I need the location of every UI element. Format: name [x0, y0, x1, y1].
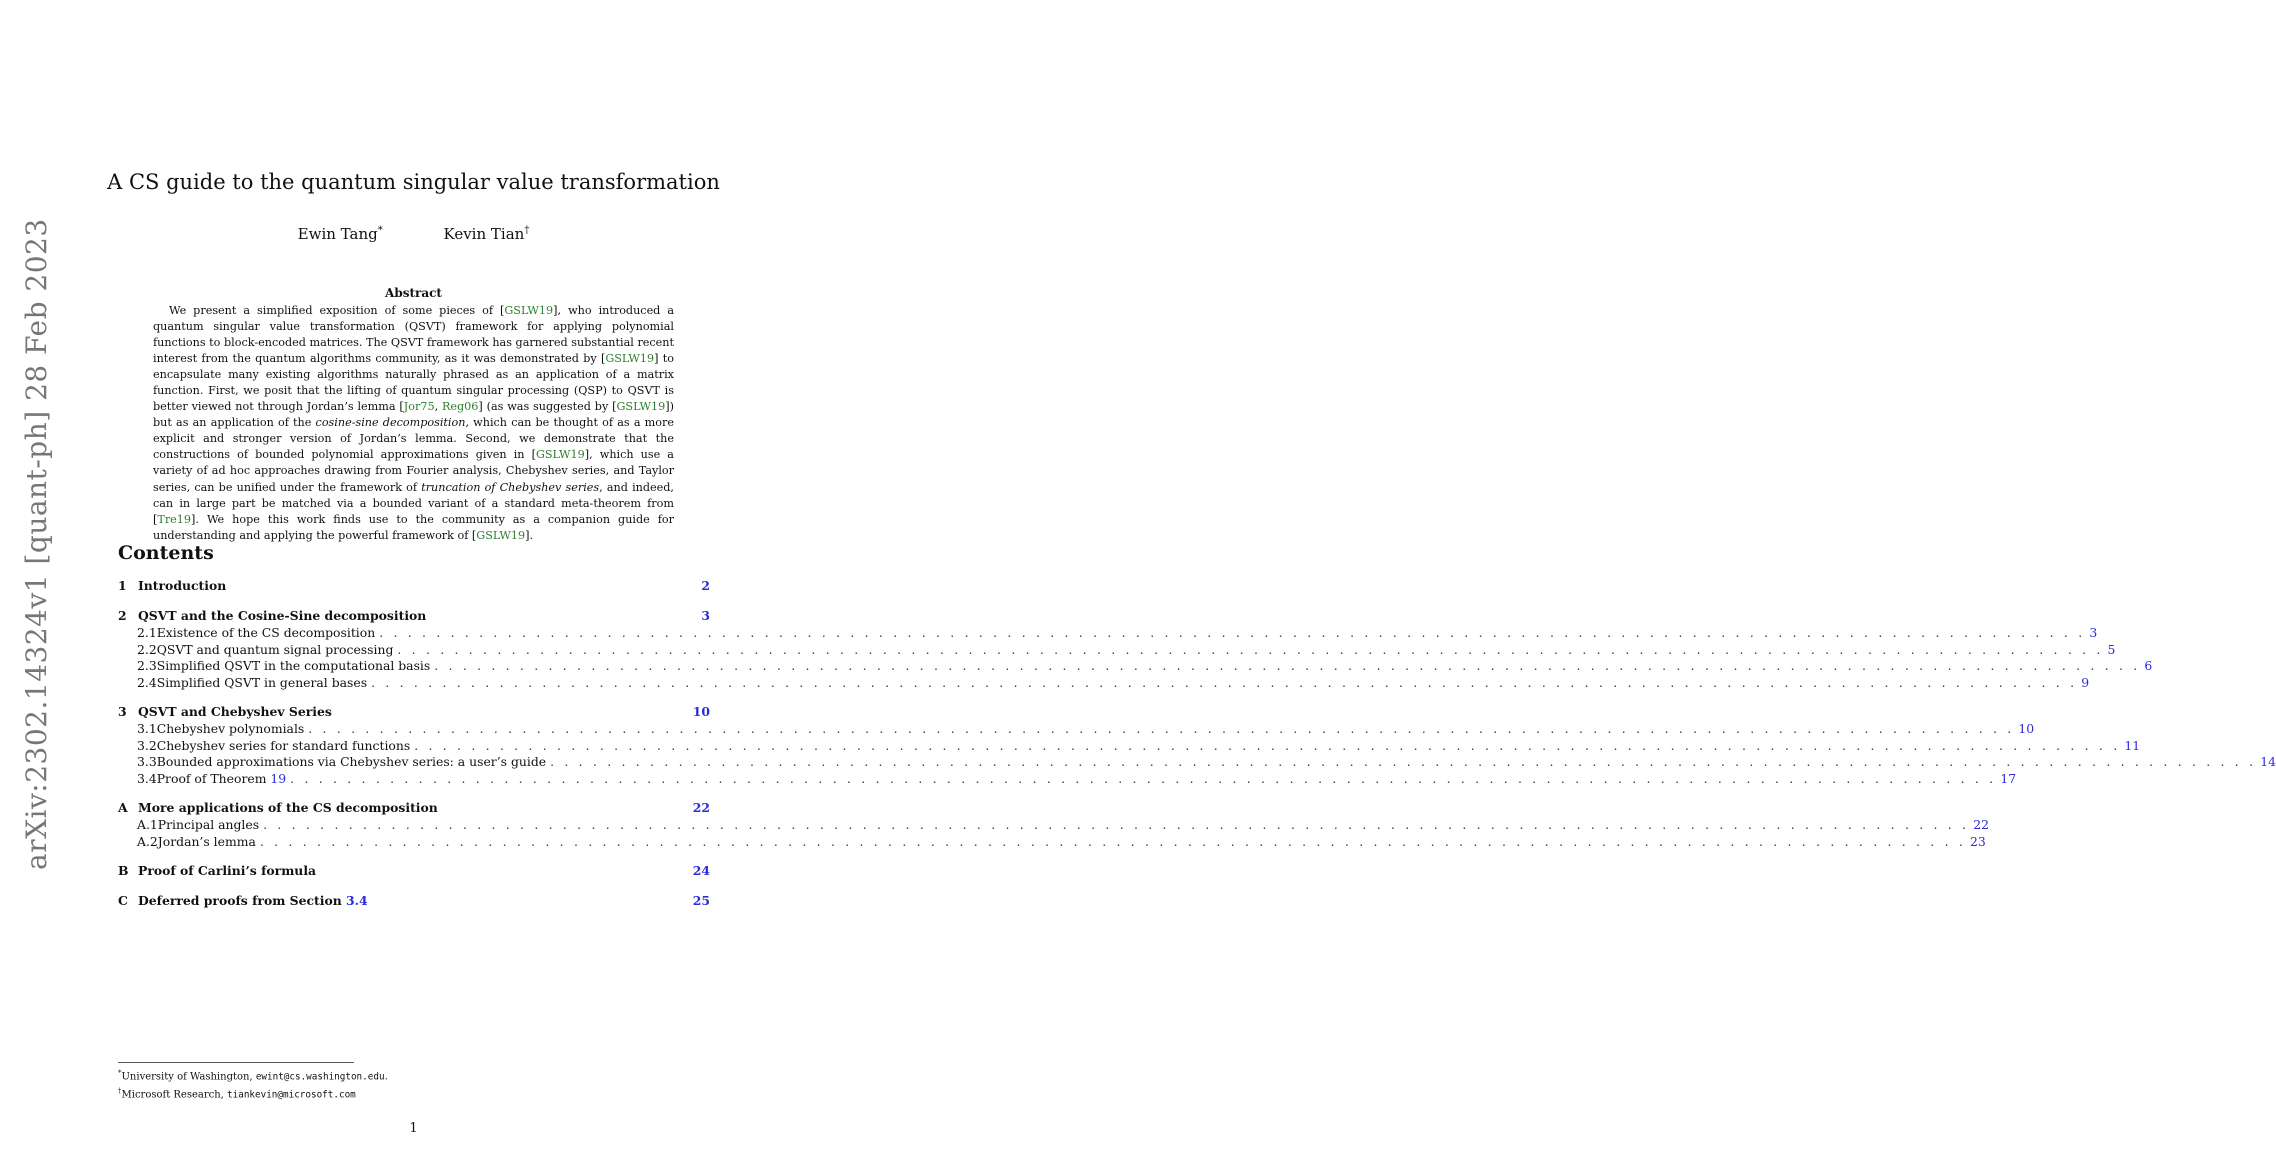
toc-subsection-number: 3.4 [137, 770, 157, 786]
author-name: Ewin Tang [297, 225, 378, 243]
toc-section-label [138, 608, 680, 623]
abstract-text: ]. [525, 528, 533, 542]
toc-page-link[interactable]: 5 [2107, 641, 2116, 657]
toc-subsection-3-4[interactable] [118, 770, 2017, 788]
abstract-text: ], who introduced a quantum singular value transformation (QSVT) framework for applying polynomial functions to block-encoded matrices. The QSVT framework has garnered substantial recent interest from the quantum algorithms community, as it was demonstrated by [ [153, 304, 674, 366]
toc-leader-dots: . . . . . . . . . . . . . . . . . . . . . . . . . . . . . . . . . . . . . . . . . . . . . . . . . . . . . . . . . . . . . . . . . . . . . . . . . . . . . . . . . . . . . . . . . . . . . . . . . . . . . . . . . . . . . . . . . . . . . . . . [550, 754, 2257, 769]
toc-leader-dots: . . . . . . . . . . . . . . . . . . . . . . . . . . . . . . . . . . . . . . . . . . . . . . . . . . . . . . . . . . . . . . . . . . . . . . . . . . . . . . . . . . . . . . . . . . . . . . . . . . . . . . . . . . . . . . . . . . . . . . . . [414, 737, 2121, 753]
toc-subsection-2-3[interactable] [118, 658, 2153, 675]
abstract-text: ] to encapsulate many existing algorithms naturally phrased as an application of a matrix function. First, we posit that the lifting of quantum singular processing (QSP) to QSVT is better viewed not through Jordan’s lemma [ [153, 352, 675, 414]
contents-heading: Contents [118, 542, 214, 564]
toc-page-link[interactable]: 3 [701, 608, 710, 623]
toc-section-label [138, 863, 680, 878]
toc-subsection-label-text: Bounded approximations via Chebyshev series: a user’s guide [156, 754, 547, 769]
author-footnote-mark: * [377, 225, 383, 236]
toc-leader-dots: . . . . . . . . . . . . . . . . . . . . . . . . . . . . . . . . . . . . . . . . . . . . . . . . . . . . . . . . . . . . . . . . . . . . . . . . . . . . . . . . . . . . . . . . . . . . . . . . . . . . . . . . . . . . . . . . . . . . . . . . [434, 658, 2141, 673]
toc-section-label [138, 704, 680, 719]
footnote-mark: * [118, 1069, 122, 1077]
toc-subsection-number: 2.2 [137, 641, 157, 657]
footnote-text: . [384, 1071, 388, 1083]
toc-page-link[interactable]: 23 [1970, 833, 1986, 849]
toc-subsection-number: 3.2 [137, 737, 157, 753]
toc-section-label-text: Proof of Carlini’s formula [138, 863, 317, 878]
toc-page-link[interactable]: 22 [1973, 817, 1989, 832]
abstract-heading: Abstract [385, 286, 442, 300]
toc-section-1[interactable] [118, 578, 710, 595]
toc-section-number: 3 [118, 704, 127, 719]
toc-subsection-label-text: Principal angles [157, 817, 260, 832]
toc-section-number: 2 [118, 608, 127, 623]
footnote-email[interactable]: ewint@cs.washington.edu [255, 1071, 385, 1083]
abstract-text: ] (as was suggested by [ [478, 400, 617, 414]
toc-subsection-label [157, 771, 286, 786]
footnote-text: University of Washington, [121, 1071, 256, 1083]
toc-page-link[interactable]: 17 [2000, 770, 2017, 786]
toc-page-link[interactable]: 11 [2124, 737, 2141, 753]
toc-subsection-label [157, 642, 394, 657]
author-footnote-mark: † [524, 225, 530, 236]
toc-page-link[interactable]: 10 [2018, 721, 2035, 736]
paper-title: A CS guide to the quantum singular value transformation [107, 170, 720, 194]
abstract-text: ]) but as an application of the [153, 400, 674, 430]
toc-subsection-label-text: Jordan’s lemma [157, 833, 256, 849]
toc-gap [118, 787, 710, 800]
toc-subsection-number: 3.3 [137, 754, 157, 769]
citation-link[interactable]: Jor75 [403, 400, 435, 414]
toc-subsection-label-text: Existence of the CS decomposition [156, 625, 376, 640]
toc-leader-dots: . . . . . . . . . . . . . . . . . . . . . . . . . . . . . . . . . . . . . . . . . . . . . . . . . . . . . . . . . . . . . . . . . . . . . . . . . . . . . . . . . . . . . . . . . . . . . . . . . . . . . . . . . . . . . . . . . . . . . . . . [290, 770, 1997, 786]
toc-subsection-label [157, 658, 431, 673]
toc-subsection-a-1[interactable] [118, 817, 1989, 834]
toc-section-label [138, 800, 680, 815]
section-reference-link[interactable]: 3.4 [346, 893, 368, 908]
toc-section-label [138, 578, 680, 593]
toc-section-label-text: QSVT and the Cosine-Sine decomposition [138, 608, 427, 623]
footnote-text: Microsoft Research, [121, 1089, 228, 1101]
abstract-paragraph: We present a simplified exposition of some pieces of [GSLW19], who introduced a quantum singular value transformation (QSVT) framework for applying polynomial functions to block-encoded matrices. The QSVT framework has garnered substantial recent interest from the quantum algorithms community, as it was demonstrated by [GSLW19] to encapsulate many existing algorithms naturally phrased as an application of a matrix function. First, we posit that the lifting of quantum singular processing (QSP) to QSVT is better viewed not through Jordan’s lemma [Jor75, Reg06] (as was suggested by [GSLW19]) but as an application of the cosine-sine decomposition, which can be thought of as a more explicit and stronger version of Jordan’s lemma. Second, we demonstrate that the constructions of bounded polynomial approximations given in [GSLW19], which use a variety of ad hoc approaches drawing from Fourier analysis, Chebyshev series, and Taylor series, can be unified under the framework of truncation of Chebyshev series, and indeed, can in large part be matched via a bounded variant of a standard meta-theorem from [Tre19]. We hope this work finds use to the community as a companion guide for understanding and applying the powerful framework of [GSLW19]. [153, 304, 675, 542]
citation-link[interactable]: GSLW19 [616, 400, 666, 414]
toc-section-label-text: QSVT and Chebyshev Series [138, 704, 332, 719]
toc-subsection-2-1[interactable] [118, 625, 2098, 642]
toc-page-link[interactable]: 6 [2144, 658, 2153, 673]
citation-link[interactable]: GSLW19 [504, 304, 554, 317]
abstract-emphasis: cosine-sine decomposition [315, 416, 466, 430]
toc-subsection-label-text: Proof of Theorem [156, 770, 271, 786]
toc-gap [118, 850, 710, 863]
citation-link[interactable]: GSLW19 [535, 448, 585, 462]
toc-subsection-number: 3.1 [137, 721, 157, 736]
toc-subsection-3-3[interactable] [118, 754, 2276, 771]
toc-leader-dots: . . . . . . . . . . . . . . . . . . . . . . . . . . . . . . . . . . . . . . . . . . . . . . . . . . . . . . . . . . . . . . . . . . . . . . . . . . . . . . . . . . . . . . . . . . . . . . . . . . . . . . . . . . . . . . . . . . . . . . . . [259, 833, 1966, 849]
toc-page-link[interactable]: 9 [2081, 674, 2090, 690]
abstract-text: ]. We hope this work finds use to the community as a companion guide for understanding and applying the powerful framework of [ [153, 512, 674, 542]
toc-section-number: A [118, 800, 128, 815]
toc-subsection-a-2[interactable] [118, 833, 1986, 851]
toc-page-link[interactable]: 10 [692, 704, 710, 719]
footnote-mark: † [118, 1087, 122, 1096]
toc-section-b[interactable] [118, 863, 710, 880]
toc-subsection-number: A.1 [137, 817, 158, 832]
toc-leader-dots: . . . . . . . . . . . . . . . . . . . . . . . . . . . . . . . . . . . . . . . . . . . . . . . . . . . . . . . . . . . . . . . . . . . . . . . . . . . . . . . . . . . . . . . . . . . . . . . . . . . . . . . . . . . . . . . . . . . . . . . . [371, 674, 2078, 690]
toc-page-link[interactable]: 25 [692, 893, 710, 908]
abstract-emphasis: truncation of Chebyshev series [421, 480, 600, 494]
toc-subsection-label [157, 738, 411, 753]
toc-leader-dots: . . . . . . . . . . . . . . . . . . . . . . . . . . . . . . . . . . . . . . . . . . . . . . . . . . . . . . . . . . . . . . . . . . . . . . . . . . . . . . . . . . . . . . . . . . . . . . . . . . . . . . . . . . . . . . . . . . . . . . . . [379, 625, 2086, 640]
toc-page-link[interactable]: 14 [2260, 754, 2276, 769]
toc-section-number: B [118, 863, 129, 878]
theorem-reference-link[interactable]: 19 [270, 770, 287, 786]
citation-link[interactable]: Reg06 [441, 400, 479, 414]
citation-link[interactable]: GSLW19 [476, 528, 526, 542]
toc-page-link[interactable]: 22 [692, 800, 710, 815]
author-tang [298, 225, 383, 243]
toc-subsection-label-text: Simplified QSVT in general bases [156, 674, 368, 690]
toc-subsection-label-text: Chebyshev polynomials [156, 721, 305, 736]
footnote-affiliation-tang [118, 1066, 388, 1084]
toc-subsection-2-2[interactable] [118, 641, 2116, 659]
abstract-text: , and indeed, can in large part be matched via a bounded variant of a standard meta-theorem from [ [153, 480, 674, 526]
arxiv-sidebar-stamp: arXiv:2302.14324v1 [quant-ph] 28 Feb 2023 [20, 218, 53, 870]
footnote-affiliation-tian [118, 1084, 388, 1102]
toc-gap [118, 880, 710, 893]
toc-subsection-3-2[interactable] [118, 737, 2141, 755]
toc-subsection-label-text: Chebyshev series for standard functions [156, 737, 411, 753]
toc-page-link[interactable]: 3 [2089, 625, 2098, 640]
table-of-contents [118, 578, 2276, 910]
abstract-text: , which can be thought of as a more explicit and stronger version of Jordan’s lemma. Second, we demonstrate that the constructions of bounded polynomial approximations given in [ [153, 416, 674, 462]
abstract-text: ], which use a variety of ad hoc approaches drawing from Fourier analysis, Chebyshev series, and Taylor series, can be unified under the framework of [153, 448, 674, 494]
toc-section-2[interactable] [118, 608, 710, 625]
toc-leader-dots: . . . . . . . . . . . . . . . . . . . . . . . . . . . . . . . . . . . . . . . . . . . . . . . . . . . . . . . . . . . . . . . . . . . . . . . . . . . . . . . . . . . . . . . . . . . . . . . . . . . . . . . . . . . . . . . . . . . . . . . . [397, 641, 2104, 657]
toc-subsection-label [157, 675, 367, 690]
toc-section-c[interactable] [118, 893, 710, 910]
toc-subsection-label-text: QSVT and quantum signal processing [156, 641, 394, 657]
toc-subsection-label-text: Simplified QSVT in the computational basis [156, 658, 431, 673]
toc-section-a[interactable] [118, 800, 710, 817]
footnote-email[interactable]: tiankevin@microsoft.com [227, 1089, 356, 1101]
abstract-text: , [434, 400, 442, 414]
toc-subsection-label [157, 754, 546, 769]
citation-link[interactable]: Tre19 [157, 512, 192, 526]
toc-leader-dots: . . . . . . . . . . . . . . . . . . . . . . . . . . . . . . . . . . . . . . . . . . . . . . . . . . . . . . . . . . . . . . . . . . . . . . . . . . . . . . . . . . . . . . . . . . . . . . . . . . . . . . . . . . . . . . . . . . . . . . . . [308, 721, 2015, 736]
toc-section-label-text: Introduction [138, 578, 227, 593]
toc-subsection-number: 2.1 [137, 625, 157, 640]
toc-subsection-3-1[interactable] [118, 721, 2035, 738]
author-list [0, 225, 827, 243]
toc-subsection-number: 2.3 [137, 658, 157, 673]
toc-subsection-label [158, 834, 256, 849]
footnotes [118, 1066, 388, 1103]
toc-gap [118, 691, 710, 704]
abstract-body [153, 303, 674, 544]
toc-leader-dots: . . . . . . . . . . . . . . . . . . . . . . . . . . . . . . . . . . . . . . . . . . . . . . . . . . . . . . . . . . . . . . . . . . . . . . . . . . . . . . . . . . . . . . . . . . . . . . . . . . . . . . . . . . . . . . . . . . . . . . . . [263, 817, 1970, 832]
page-number: 1 [409, 1121, 418, 1136]
author-name: Kevin Tian [443, 225, 525, 243]
footnote-divider [118, 1062, 354, 1063]
toc-subsection-2-4[interactable] [118, 674, 2090, 692]
toc-section-number: 1 [118, 578, 127, 593]
toc-section-3[interactable] [118, 704, 710, 721]
toc-subsection-label [157, 721, 305, 736]
toc-section-label-text: More applications of the CS decomposition [138, 800, 438, 815]
toc-subsection-number: 2.4 [137, 674, 157, 690]
toc-page-link[interactable]: 2 [701, 578, 710, 593]
toc-subsection-label [157, 625, 376, 640]
toc-subsection-label [158, 817, 259, 832]
toc-section-label-text: Deferred proofs from Section [138, 893, 347, 908]
author-tian [444, 225, 530, 243]
toc-page-link[interactable]: 24 [692, 863, 710, 878]
toc-subsection-number: A.2 [137, 833, 158, 849]
toc-section-number: C [118, 893, 128, 908]
abstract-text: We present a simplified exposition of some pieces of [169, 304, 500, 317]
toc-section-label [138, 893, 680, 908]
toc-gap [118, 595, 710, 608]
citation-link[interactable]: GSLW19 [605, 352, 655, 366]
